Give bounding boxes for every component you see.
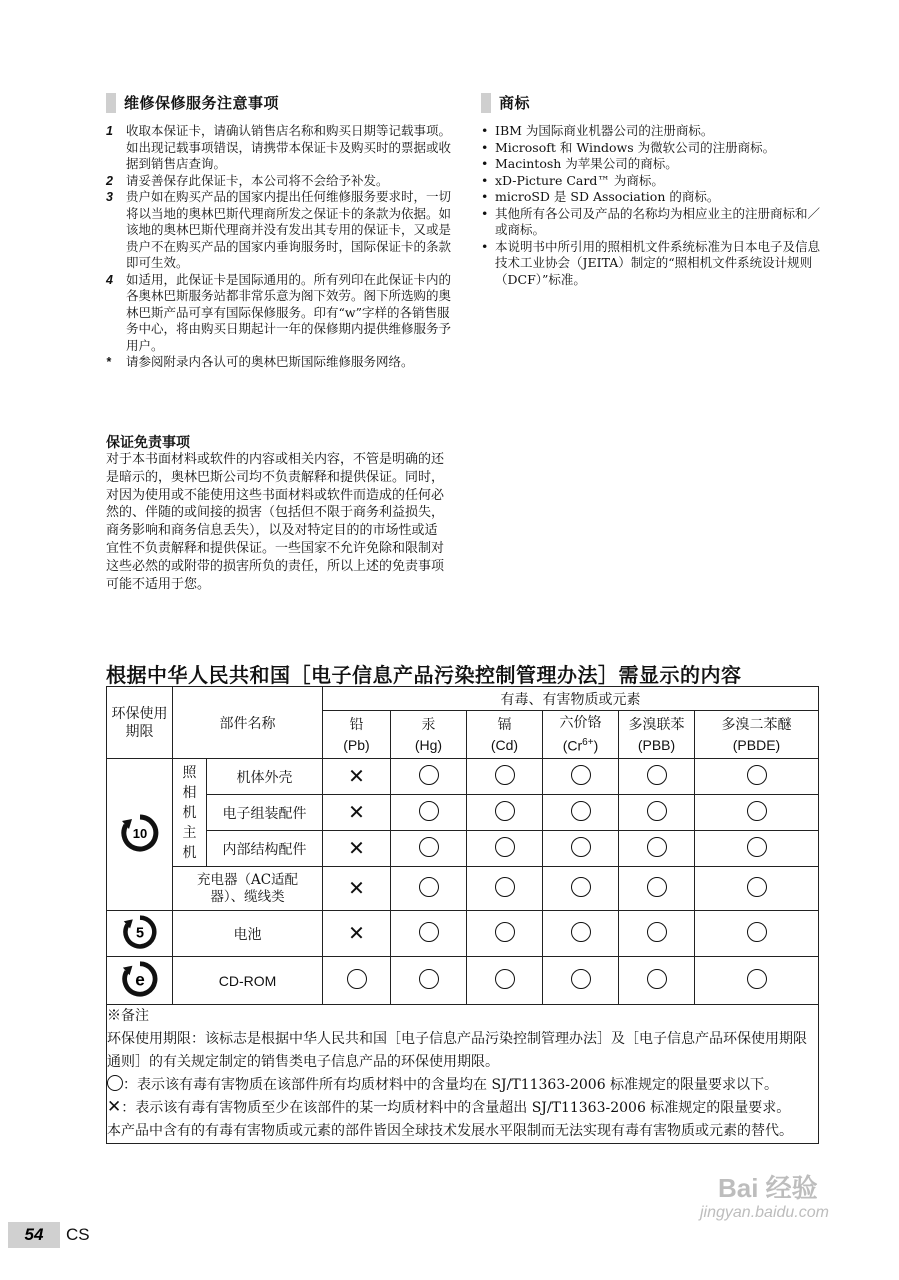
section-marker <box>106 93 116 113</box>
circle-mark-icon <box>495 969 515 989</box>
list-item <box>481 123 821 140</box>
item-text: 贵户如在购买产品的国家内提出任何维修服务要求时，一切将以当地的奥林巴斯代理商所发之保证卡的条款为依据。如该地的奥林巴斯代理商并没有发出其专用的保证卡，又或是贵户不在购买产品的国家内垂询服务时，国际保证卡的条款即可生效。 <box>126 189 452 270</box>
mark-cell <box>543 795 619 831</box>
note-circle: ：表示该有毒有害物质在该部件所有均质材料中的含量均在 SJ/T11363-2006 标准规定的限量要求以下。 <box>107 1074 818 1097</box>
mark-cell <box>323 831 391 867</box>
circle-mark-icon <box>419 765 439 785</box>
list-item <box>481 206 821 239</box>
substance-header <box>467 711 543 759</box>
watermark-brand: Bai 经验 <box>718 1173 818 1203</box>
circle-mark-icon <box>419 969 439 989</box>
bullet-icon: • <box>481 205 489 221</box>
mark-cell <box>543 867 619 911</box>
substance-name: 铅 <box>349 716 364 733</box>
mark-cell <box>695 957 819 1005</box>
circle-mark-icon <box>571 765 591 785</box>
note-cross: ✕：表示该有毒有害物质至少在该部件的某一均质材料中的含量超出 SJ/T11363-2006 标准规定的限量要求。 <box>107 1097 791 1117</box>
circle-mark-icon <box>419 837 439 857</box>
cross-mark-icon: ✕ <box>348 836 365 860</box>
notes-cell <box>107 1005 819 1144</box>
mark-cell <box>323 911 391 957</box>
circle-mark-icon <box>571 837 591 857</box>
rohs-title: 根据中华人民共和国［电子信息产品污染控制管理办法］需显示的内容 <box>106 663 742 687</box>
substance-symbol <box>323 735 390 755</box>
substance-symbol <box>543 733 618 756</box>
circle-mark-icon <box>495 877 515 897</box>
circle-mark-icon <box>647 969 667 989</box>
circle-mark-icon <box>107 1075 123 1091</box>
part-name: 机体外壳 <box>207 759 323 795</box>
mark-cell <box>391 911 467 957</box>
mark-cell <box>543 911 619 957</box>
list-item <box>481 173 821 190</box>
circle-mark-icon <box>747 877 767 897</box>
circle-mark-icon <box>747 969 767 989</box>
table-row <box>107 795 819 831</box>
symbol-text: (PBB) <box>637 736 676 753</box>
mark-cell <box>543 759 619 795</box>
circle-mark-icon <box>419 801 439 821</box>
substance-header <box>543 711 619 759</box>
list-item <box>106 123 456 173</box>
symbol-text: (Cr <box>562 737 583 754</box>
item-text: microSD 是 SD Association 的商标。 <box>495 189 720 204</box>
mark-cell <box>391 831 467 867</box>
item-number: * <box>106 355 111 369</box>
substance-header <box>695 711 819 759</box>
circle-mark-icon <box>571 969 591 989</box>
substance-header <box>619 711 695 759</box>
circle-mark-icon <box>495 922 515 942</box>
substance-name: 镉 <box>497 716 512 733</box>
mark-cell <box>467 911 543 957</box>
mark-cell <box>467 957 543 1005</box>
mark-cell <box>323 867 391 911</box>
item-text: 请参阅附录内各认可的奥林巴斯国际维修服务网络。 <box>126 354 414 369</box>
svg-text:5: 5 <box>135 924 144 941</box>
substance-symbol <box>619 735 694 755</box>
mark-cell <box>467 759 543 795</box>
mark-cell <box>323 759 391 795</box>
circle-mark-icon <box>571 801 591 821</box>
mark-cell <box>391 957 467 1005</box>
watermark-url: jingyan.baidu.com <box>700 1204 829 1221</box>
icon-10-cell <box>107 759 173 911</box>
mark-cell <box>543 831 619 867</box>
substance-name: 多溴二苯醚 <box>721 716 792 733</box>
substance-symbol <box>695 735 818 755</box>
item-number: 4 <box>106 272 113 287</box>
mark-cell <box>619 759 695 795</box>
item-text: xD-Picture Card™ 为商标。 <box>495 172 664 188</box>
cross-mark-icon: ✕ <box>348 800 365 824</box>
table-row <box>107 867 819 911</box>
circle-mark-icon <box>747 837 767 857</box>
mark-cell <box>619 957 695 1005</box>
cross-mark-icon: ✕ <box>107 1097 122 1117</box>
part-name: 内部结构配件 <box>207 831 323 867</box>
group-label-char: 相 <box>182 784 197 801</box>
part-name: 电子组装配件 <box>207 795 323 831</box>
item-text: 收取本保证卡，请确认销售店名称和购买日期等记载事项。如出现记载事项错误，请携带本保证卡及购买时的票据或收据到销售店查询。 <box>126 123 452 171</box>
list-item <box>481 140 821 157</box>
circle-mark-icon <box>571 877 591 897</box>
circle-mark-icon <box>495 837 515 857</box>
item-text: IBM 为国际商业机器公司的注册商标。 <box>495 123 714 138</box>
list-item <box>106 354 456 371</box>
note-period: 环保使用期限：该标志是根据中华人民共和国［电子信息产品污染控制管理办法］及［电子信息产品环保使用期限通则］的有关规定制定的销售类电子信息产品的环保使用期限。 <box>107 1031 807 1070</box>
icon-e-cell <box>107 957 173 1005</box>
group-label-char: 机 <box>182 844 197 861</box>
bullet-icon: • <box>481 238 489 254</box>
period-header: 环保使用期限 <box>107 687 173 759</box>
page-footer <box>8 1222 90 1248</box>
circle-mark-icon <box>419 922 439 942</box>
mark-cell <box>391 867 467 911</box>
list-item <box>106 173 456 190</box>
circle-mark-icon <box>495 765 515 785</box>
table-row <box>107 831 819 867</box>
trademarks-list <box>481 123 821 288</box>
symbol-text: (PBDE) <box>732 736 781 753</box>
mark-cell <box>391 795 467 831</box>
disclaimer-body: 对于本书面材料或软件的内容或相关内容，不管是明确的还是暗示的，奥林巴斯公司均不负责解释和提供保证。同时，对因为使用或不能使用这些书面材料或软件而造成的任何必然的、伴随的或间接的损害（包括但不限于商务利益损失，商务影响和商务信息丢失），以及对特定目的的市场性或适宜性不负责解释和提供保证。一些国家不允许免除和限制对这些必然的或附带的损害所负的责任，所以上述的免责事项可能不适用于您。 <box>106 452 445 592</box>
mark-cell <box>323 795 391 831</box>
circle-mark-icon <box>571 922 591 942</box>
circle-mark-icon <box>747 922 767 942</box>
trademarks-heading: 商标 <box>481 92 530 113</box>
symbol-text: (Hg) <box>414 736 443 753</box>
part-name: 充电器（AC适配器）、缆线类 <box>173 867 323 911</box>
list-item <box>106 189 456 272</box>
item-number: 2 <box>106 173 113 188</box>
substance-name: 多溴联苯 <box>628 716 685 733</box>
mark-cell <box>467 795 543 831</box>
item-text: Microsoft 和 Windows 为微软公司的注册商标。 <box>495 139 776 155</box>
substance-header <box>391 711 467 759</box>
circle-mark-icon <box>747 765 767 785</box>
list-item <box>481 156 821 173</box>
substance-symbol <box>467 735 542 755</box>
mark-cell <box>695 831 819 867</box>
cross-mark-icon: ✕ <box>348 921 365 945</box>
group-label-char: 机 <box>182 804 197 821</box>
mark-cell <box>467 867 543 911</box>
list-item <box>481 189 821 206</box>
disclaimer-title: 保证免责事项 <box>106 435 190 451</box>
rohs-table <box>106 686 819 1144</box>
cross-mark-icon: ✕ <box>348 876 365 900</box>
mark-cell <box>619 867 695 911</box>
icon-5-cell <box>107 911 173 957</box>
svg-text:e: e <box>134 970 145 990</box>
circle-mark-icon <box>647 765 667 785</box>
mark-cell <box>695 911 819 957</box>
item-number: 3 <box>106 190 113 204</box>
rohs-10-year-icon <box>120 813 160 853</box>
part-header: 部件名称 <box>173 687 323 759</box>
mark-cell <box>323 957 391 1005</box>
mark-cell <box>695 795 819 831</box>
circle-mark-icon <box>347 969 367 989</box>
notes-title: ※备注 <box>107 1008 149 1024</box>
circle-mark-icon <box>647 922 667 942</box>
bullet-icon: • <box>481 172 489 188</box>
part-name: 电池 <box>173 911 323 957</box>
cross-mark-icon: ✕ <box>348 764 365 788</box>
item-text: 本说明书中所引用的照相机文件系统标准为日本电子及信息技术工业协会（JEITA）制定的“照相机文件系统设计规则（DCF）”标准。 <box>495 238 821 287</box>
camera-body-group-label <box>173 759 207 867</box>
bullet-icon: • <box>481 189 489 204</box>
circle-mark-icon <box>747 801 767 821</box>
rohs-e-green-icon <box>121 960 159 998</box>
table-row <box>107 759 819 795</box>
substance-header <box>323 711 391 759</box>
mark-cell <box>695 759 819 795</box>
symbol-close: ) <box>593 737 599 754</box>
item-text: 如适用，此保证卡是国际通用的。所有列印在此保证卡内的各奥林巴斯服务站都非常乐意为阁下效劳。阁下所选购的奥林巴斯产品可享有国际保修服务。印有“w”字样的各销售服务中心，将由购买日期起计一年的保修期内提供维修服务予用户。 <box>126 271 452 353</box>
part-name: CD-ROM <box>173 957 323 1005</box>
group-label-char: 照 <box>182 764 197 781</box>
circle-mark-icon <box>647 837 667 857</box>
list-item <box>481 239 821 289</box>
mark-cell <box>619 911 695 957</box>
note-tech: 本产品中含有的有毒有害物质或元素的部件皆因全球技术发展水平限制而无法实现有毒有害物质或元素的替代。 <box>107 1123 793 1139</box>
repair-list <box>106 123 456 371</box>
mark-cell <box>695 867 819 911</box>
mark-cell <box>543 957 619 1005</box>
item-text: Macintosh 为苹果公司的商标。 <box>495 156 678 171</box>
table-row <box>107 911 819 957</box>
rohs-5-year-icon <box>122 914 158 950</box>
circle-mark-icon <box>647 801 667 821</box>
item-text: 请妥善保存此保证卡，本公司将不会给予补发。 <box>126 172 389 188</box>
substance-name: 六价铬 <box>559 715 602 732</box>
symbol-superscript: 6+ <box>582 737 594 749</box>
svg-text:10: 10 <box>132 825 147 841</box>
substance-symbol <box>391 735 466 755</box>
circle-mark-icon <box>419 877 439 897</box>
mark-cell <box>467 831 543 867</box>
repair-heading: 维修保修服务注意事项 <box>106 92 279 113</box>
language-code: CS <box>66 1225 90 1244</box>
symbol-text: (Pb) <box>343 736 370 753</box>
table-row <box>107 957 819 1005</box>
item-number: 1 <box>106 124 113 138</box>
section-marker <box>481 93 491 113</box>
bullet-icon: • <box>481 139 489 155</box>
circle-mark-icon <box>495 801 515 821</box>
mark-cell <box>619 831 695 867</box>
bullet-icon: • <box>481 123 489 138</box>
list-item <box>106 272 456 355</box>
bullet-icon: • <box>481 156 489 171</box>
item-text: 其他所有各公司及产品的名称均为相应业主的注册商标和／或商标。 <box>495 205 821 237</box>
circle-mark-icon <box>647 877 667 897</box>
substance-name: 汞 <box>421 716 436 733</box>
mark-cell <box>391 759 467 795</box>
group-label-char: 主 <box>182 824 197 841</box>
page-number: 54 <box>8 1222 60 1248</box>
symbol-text: (Cd) <box>490 736 519 753</box>
substances-header: 有毒、有害物质或元素 <box>323 687 819 711</box>
mark-cell <box>619 795 695 831</box>
